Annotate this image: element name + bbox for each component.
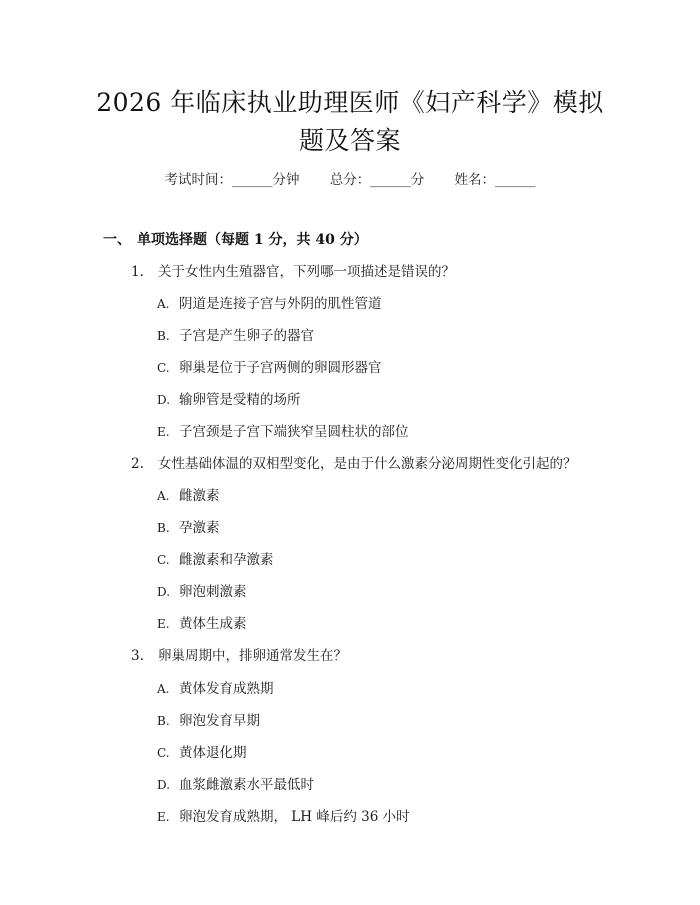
option-letter: B. — [157, 521, 170, 535]
option-text: 阴道是连接子宫与外阴的肌性管道 — [179, 296, 382, 312]
option-1c — [157, 356, 382, 376]
question-number: 2. — [131, 456, 144, 472]
question-3 — [131, 644, 347, 664]
option-letter: D. — [157, 585, 171, 599]
option-letter: A. — [157, 297, 170, 311]
option-letter: D. — [157, 778, 171, 792]
option-2e — [157, 612, 247, 632]
option-2b — [157, 516, 220, 536]
option-text: 卵泡刺激素 — [179, 584, 247, 600]
option-text: 黄体发育成熟期 — [179, 681, 274, 697]
question-text: 卵巢周期中，排卵通常发生在？ — [158, 648, 347, 664]
option-text: 黄体生成素 — [179, 616, 247, 632]
exam-time-field: 考试时间：______分钟 — [164, 172, 300, 188]
option-letter: D. — [157, 393, 171, 407]
option-text: 卵泡发育成熟期， LH 峰后约 36 小时 — [179, 809, 410, 825]
option-1e — [157, 420, 409, 440]
question-1 — [131, 260, 455, 280]
total-score-field: 总分：______分 — [329, 172, 425, 188]
exam-meta — [0, 168, 700, 188]
option-letter: E. — [157, 810, 170, 824]
option-1b — [157, 324, 314, 344]
section-heading — [103, 229, 368, 249]
section-title: 单项选择题（每题 1 分，共 40 分） — [137, 232, 368, 248]
option-1a — [157, 292, 382, 312]
option-3c — [157, 741, 247, 761]
option-3a — [157, 677, 274, 697]
option-text: 输卵管是受精的场所 — [179, 392, 301, 408]
question-text: 关于女性内生殖器官，下列哪一项描述是错误的？ — [158, 264, 455, 280]
option-letter: B. — [157, 714, 170, 728]
title-line-2: 题及答案 — [298, 126, 401, 155]
option-text: 孕激素 — [179, 520, 220, 536]
question-text: 女性基础体温的双相型变化，是由于什么激素分泌周期性变化引起的？ — [158, 456, 577, 472]
option-text: 子宫颈是子宫下端狭窄呈圆柱状的部位 — [179, 424, 409, 440]
option-2a — [157, 484, 220, 504]
option-text: 血浆雌激素水平最低时 — [179, 777, 314, 793]
option-letter: E. — [157, 617, 170, 631]
page-title — [60, 84, 640, 160]
option-letter: A. — [157, 489, 170, 503]
option-text: 卵泡发育早期 — [179, 713, 260, 729]
option-letter: E. — [157, 425, 170, 439]
option-text: 雌激素和孕激素 — [179, 552, 274, 568]
option-2d — [157, 580, 247, 600]
option-letter: B. — [157, 329, 170, 343]
option-text: 雌激素 — [179, 488, 220, 504]
option-letter: C. — [157, 746, 170, 760]
option-3d — [157, 773, 314, 793]
section-number: 一、 — [103, 232, 131, 248]
option-letter: C. — [157, 553, 170, 567]
option-1d — [157, 388, 301, 408]
question-2 — [131, 452, 577, 472]
question-number: 1. — [131, 264, 144, 280]
student-name-field: 姓名：______ — [454, 172, 536, 188]
option-3b — [157, 709, 260, 729]
option-2c — [157, 548, 274, 568]
option-3e — [157, 805, 410, 825]
question-number: 3. — [131, 648, 144, 664]
option-text: 卵巢是位于子宫两侧的卵圆形器官 — [179, 360, 382, 376]
option-letter: A. — [157, 682, 170, 696]
option-letter: C. — [157, 361, 170, 375]
title-line-1: 2026 年临床执业助理医师《妇产科学》模拟 — [96, 88, 604, 117]
option-text: 子宫是产生卵子的器官 — [179, 328, 314, 344]
option-text: 黄体退化期 — [179, 745, 247, 761]
